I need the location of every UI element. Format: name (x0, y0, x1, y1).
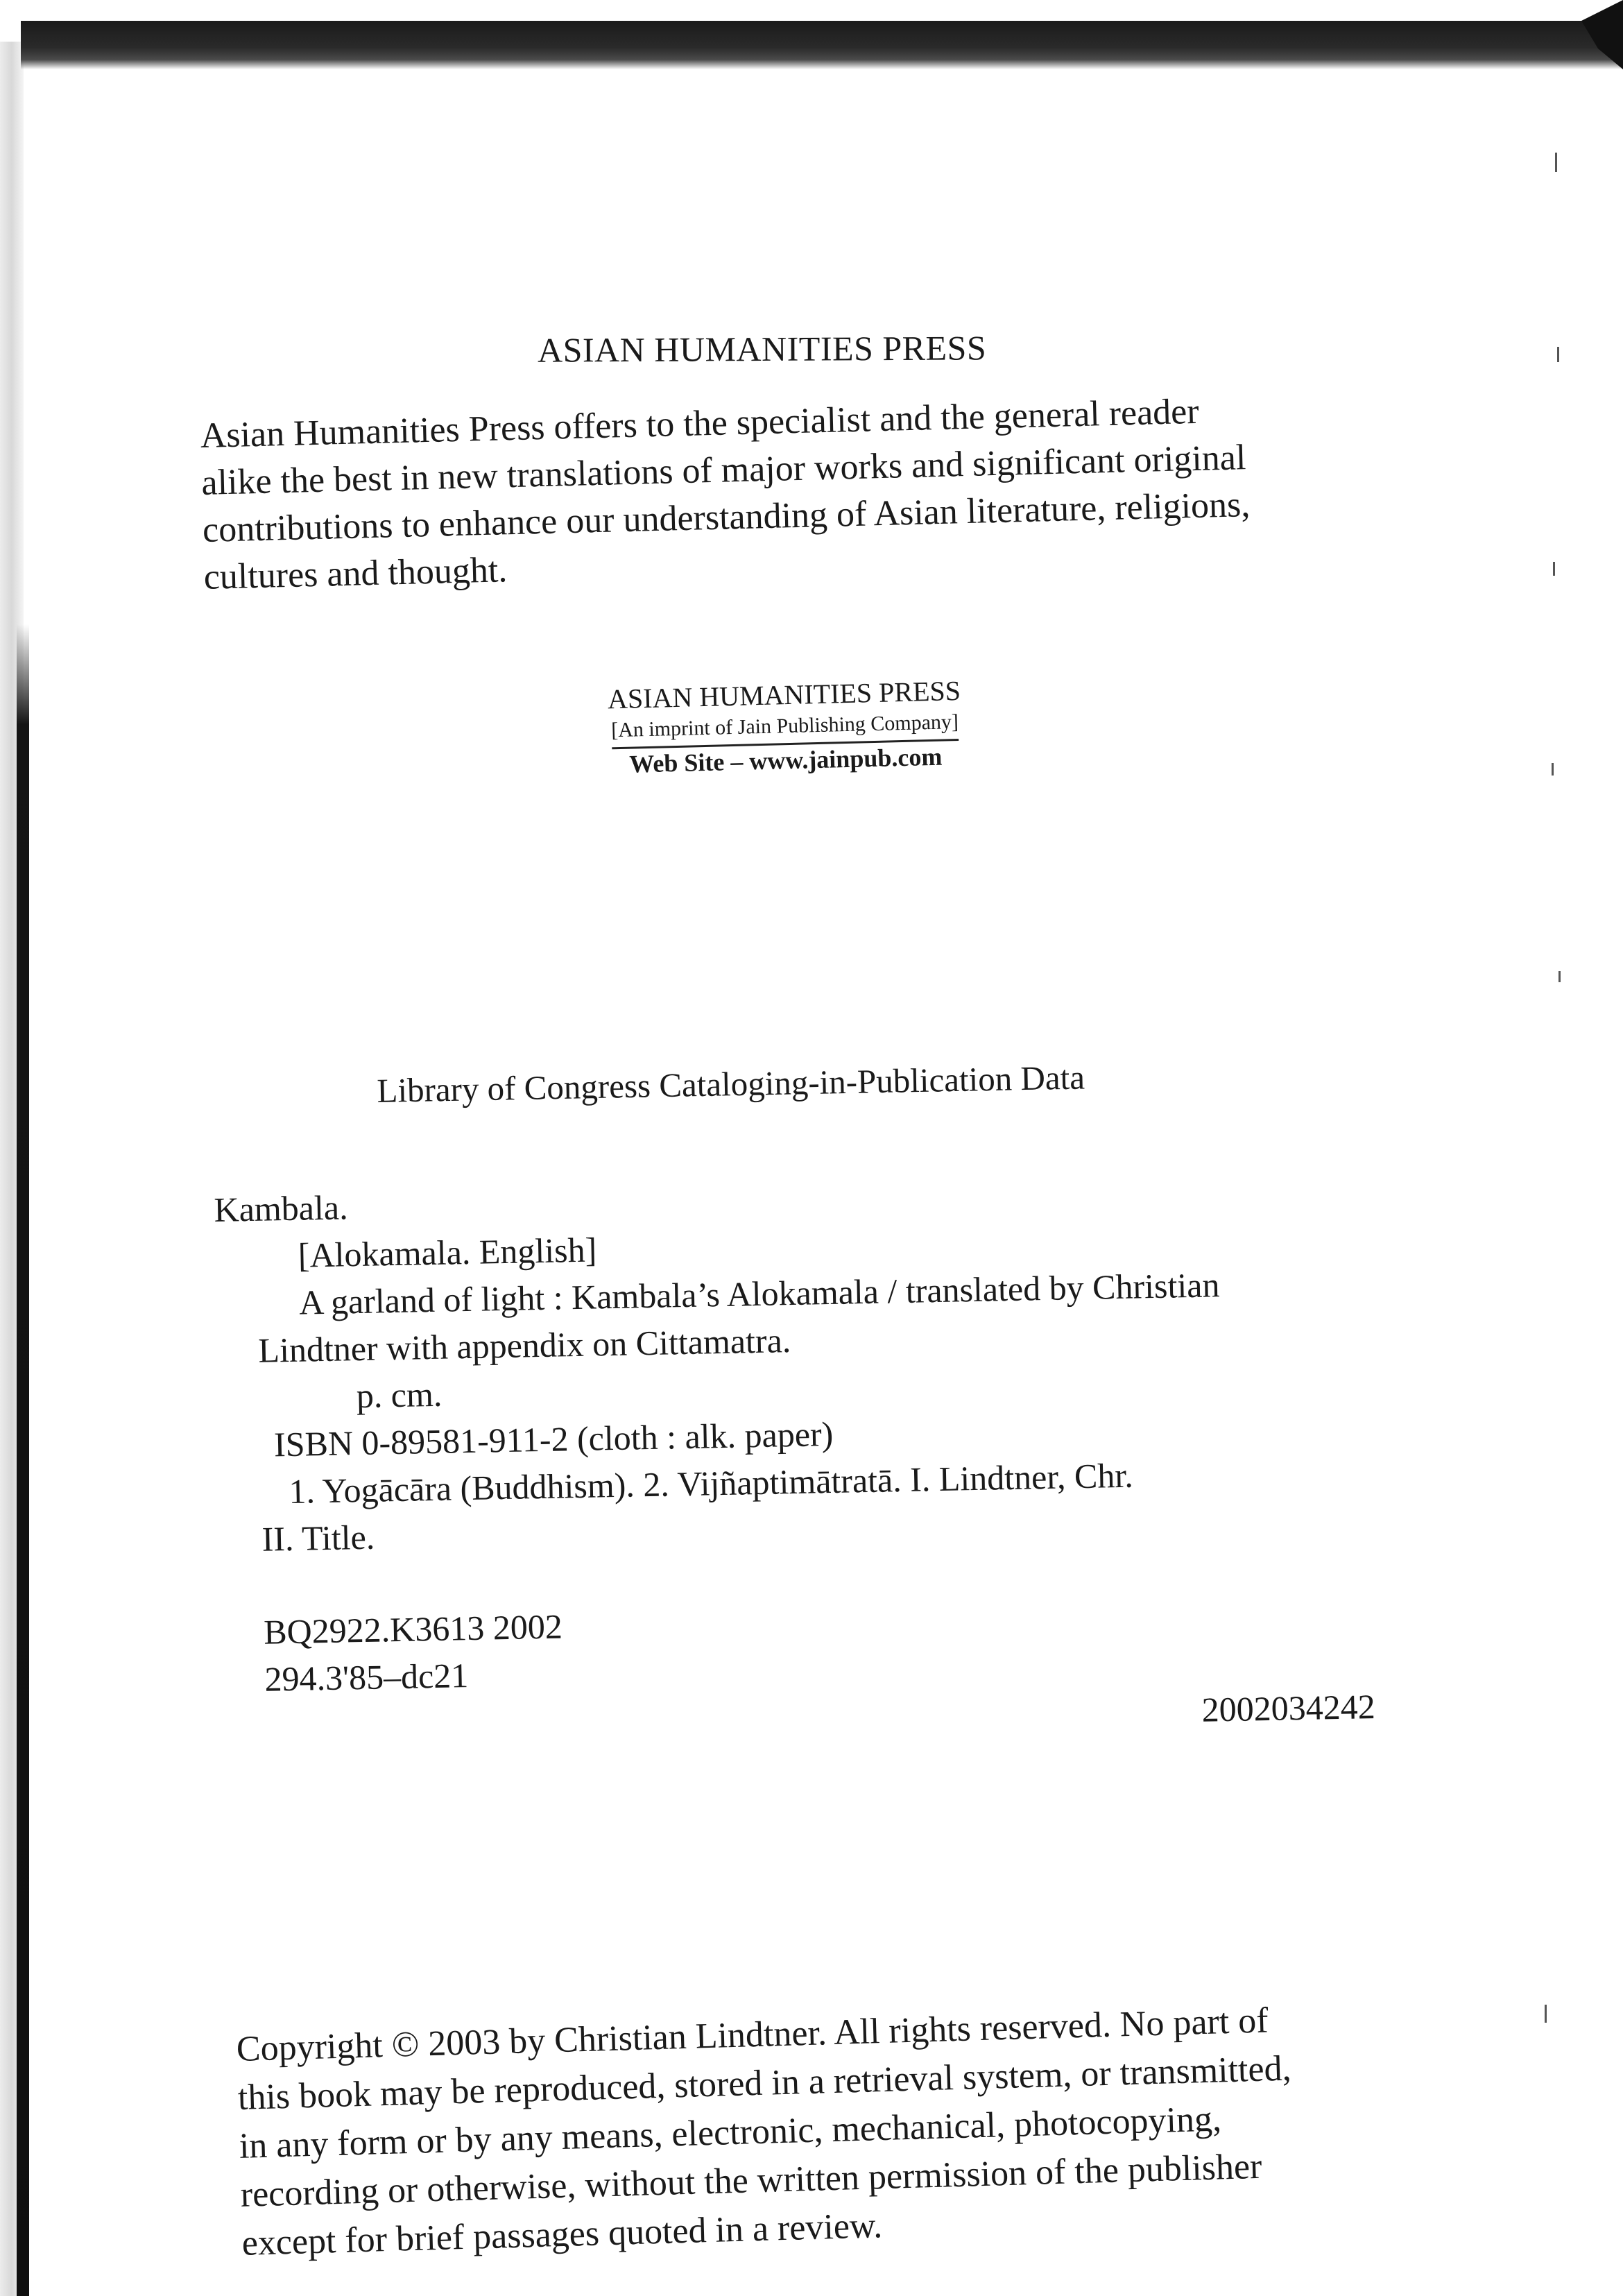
copyright-notice (236, 1992, 1435, 2268)
cip-author: Kambala. (214, 1188, 349, 1229)
scan-speck (1557, 347, 1559, 362)
scan-top-shadow (21, 21, 1623, 69)
copyright-line: except for brief passages quoted in a review. (241, 2206, 883, 2263)
scan-speck (1552, 763, 1554, 776)
blurb-line: cultures and thought. (203, 550, 508, 597)
press-heading: ASIAN HUMANITIES PRESS (537, 328, 987, 370)
scan-speck (1555, 153, 1557, 172)
imprint-name: ASIAN HUMANITIES PRESS (607, 674, 961, 715)
cip-title-line: A garland of light : Kambala’s Alokamala / translated by Christian (298, 1265, 1220, 1322)
imprint-website: Web Site – www.jainpub.com (628, 742, 943, 778)
cip-dewey: 294.3'85–dc21 (264, 1656, 469, 1699)
cip-physical: p. cm. (356, 1374, 443, 1416)
blurb-line: Asian Humanities Press offers to the specialist and the general reader (200, 391, 1200, 456)
cip-lc-class: BQ2922.K3613 2002 (263, 1607, 563, 1652)
cip-record (214, 1165, 1462, 1729)
blurb-line: alike the best in new translations of major works and significant original (200, 438, 1246, 503)
scan-speck (1545, 2005, 1547, 2023)
cip-isbn: ISBN 0-89581-911-2 (cloth : alk. paper) (273, 1414, 834, 1464)
cip-uniform-title: [Alokamala. English] (298, 1230, 597, 1275)
cip-subjects: 1. Yogācāra (Buddhism). 2. Vijñaptimātratā. I. Lindtner, Chr. (288, 1455, 1134, 1511)
scan-left-shadow (17, 624, 29, 2296)
press-blurb (200, 384, 1397, 601)
copyright-line: recording or otherwise, without the written permission of the publisher (240, 2146, 1263, 2215)
cip-subjects: II. Title. (261, 1517, 375, 1559)
cip-title-line: Lindtner with appendix on Cittamatra. (257, 1321, 791, 1370)
copyright-line: this book may be reproduced, stored in a retrieval system, or transmitted, (237, 2048, 1292, 2118)
imprint-block (562, 672, 1008, 781)
cip-heading: Library of Congress Cataloging-in-Publication Data (376, 1058, 1085, 1110)
scan-speck (1553, 562, 1555, 576)
scan-speck (1558, 971, 1561, 982)
blurb-line: contributions to enhance our understanding of Asian literature, religions, (202, 485, 1251, 550)
imprint-note: [An imprint of Jain Publishing Company] (611, 708, 959, 749)
copyright-line: Copyright © 2003 by Christian Lindtner. All rights reserved. No part of (236, 2001, 1269, 2069)
cip-lccn: 2002034242 (1201, 1686, 1376, 1729)
copyright-line: in any form or by any means, electronic, mechanical, photocopying, (239, 2099, 1222, 2166)
